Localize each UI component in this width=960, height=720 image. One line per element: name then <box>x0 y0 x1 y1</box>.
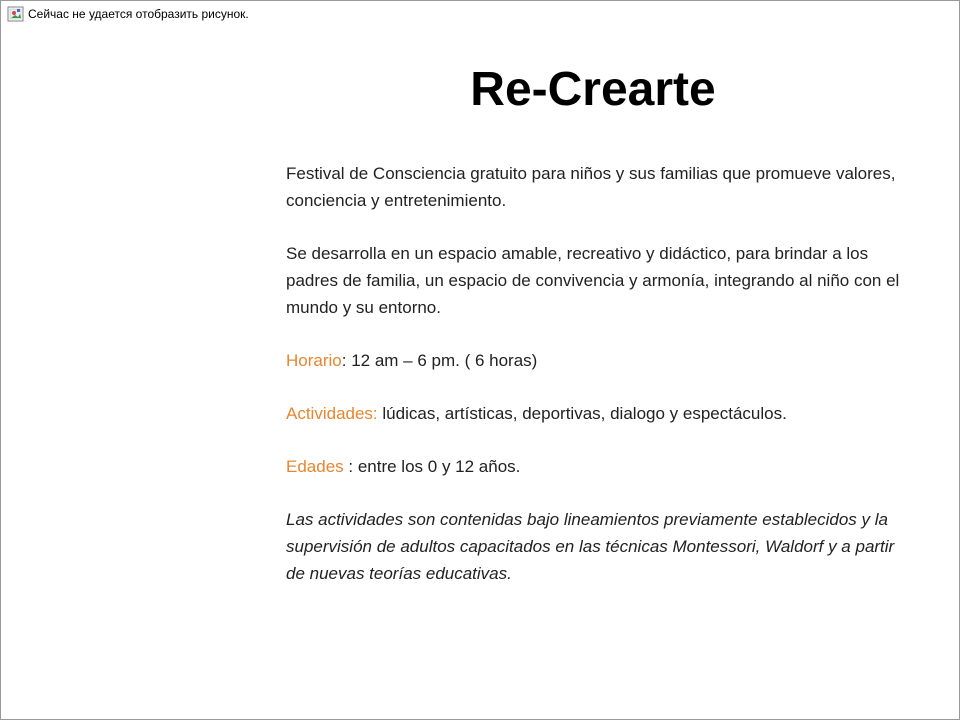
actividades-value: lúdicas, artísticas, deportivas, dialogo y espectáculos. <box>377 404 787 423</box>
horario-paragraph <box>286 347 906 374</box>
broken-image-icon <box>7 6 25 23</box>
intro-paragraph: Festival de Consciencia gratuito para niños y sus familias que promueve valores, conciencia y entretenimiento. <box>286 164 896 210</box>
edades-paragraph <box>286 453 906 480</box>
horario-value: : 12 am – 6 pm. ( 6 horas) <box>341 351 538 370</box>
actividades-paragraph <box>286 400 906 427</box>
broken-image-text: Сейчас не удается отобразить рисунок. <box>28 7 249 21</box>
horario-label: Horario <box>286 351 342 370</box>
slide-title: Re-Crearte <box>470 63 716 116</box>
edades-label: Edades <box>286 457 349 476</box>
closing-paragraph: Las actividades son contenidas bajo lineamientos previamente establecidos y la supervisión de adultos capacitados en las técnicas Montessori, Waldorf y a partir de nuevas teorías educativas. <box>286 510 895 583</box>
description-paragraph: Se desarrolla en un espacio amable, recreativo y didáctico, para brindar a los padres de familia, un espacio de convivencia y armonía, integrando al niño con el mundo y su entorno. <box>286 244 900 317</box>
slide-body <box>286 160 906 613</box>
actividades-label: Actividades: <box>286 404 378 423</box>
edades-value: : entre los 0 y 12 años. <box>348 457 521 476</box>
